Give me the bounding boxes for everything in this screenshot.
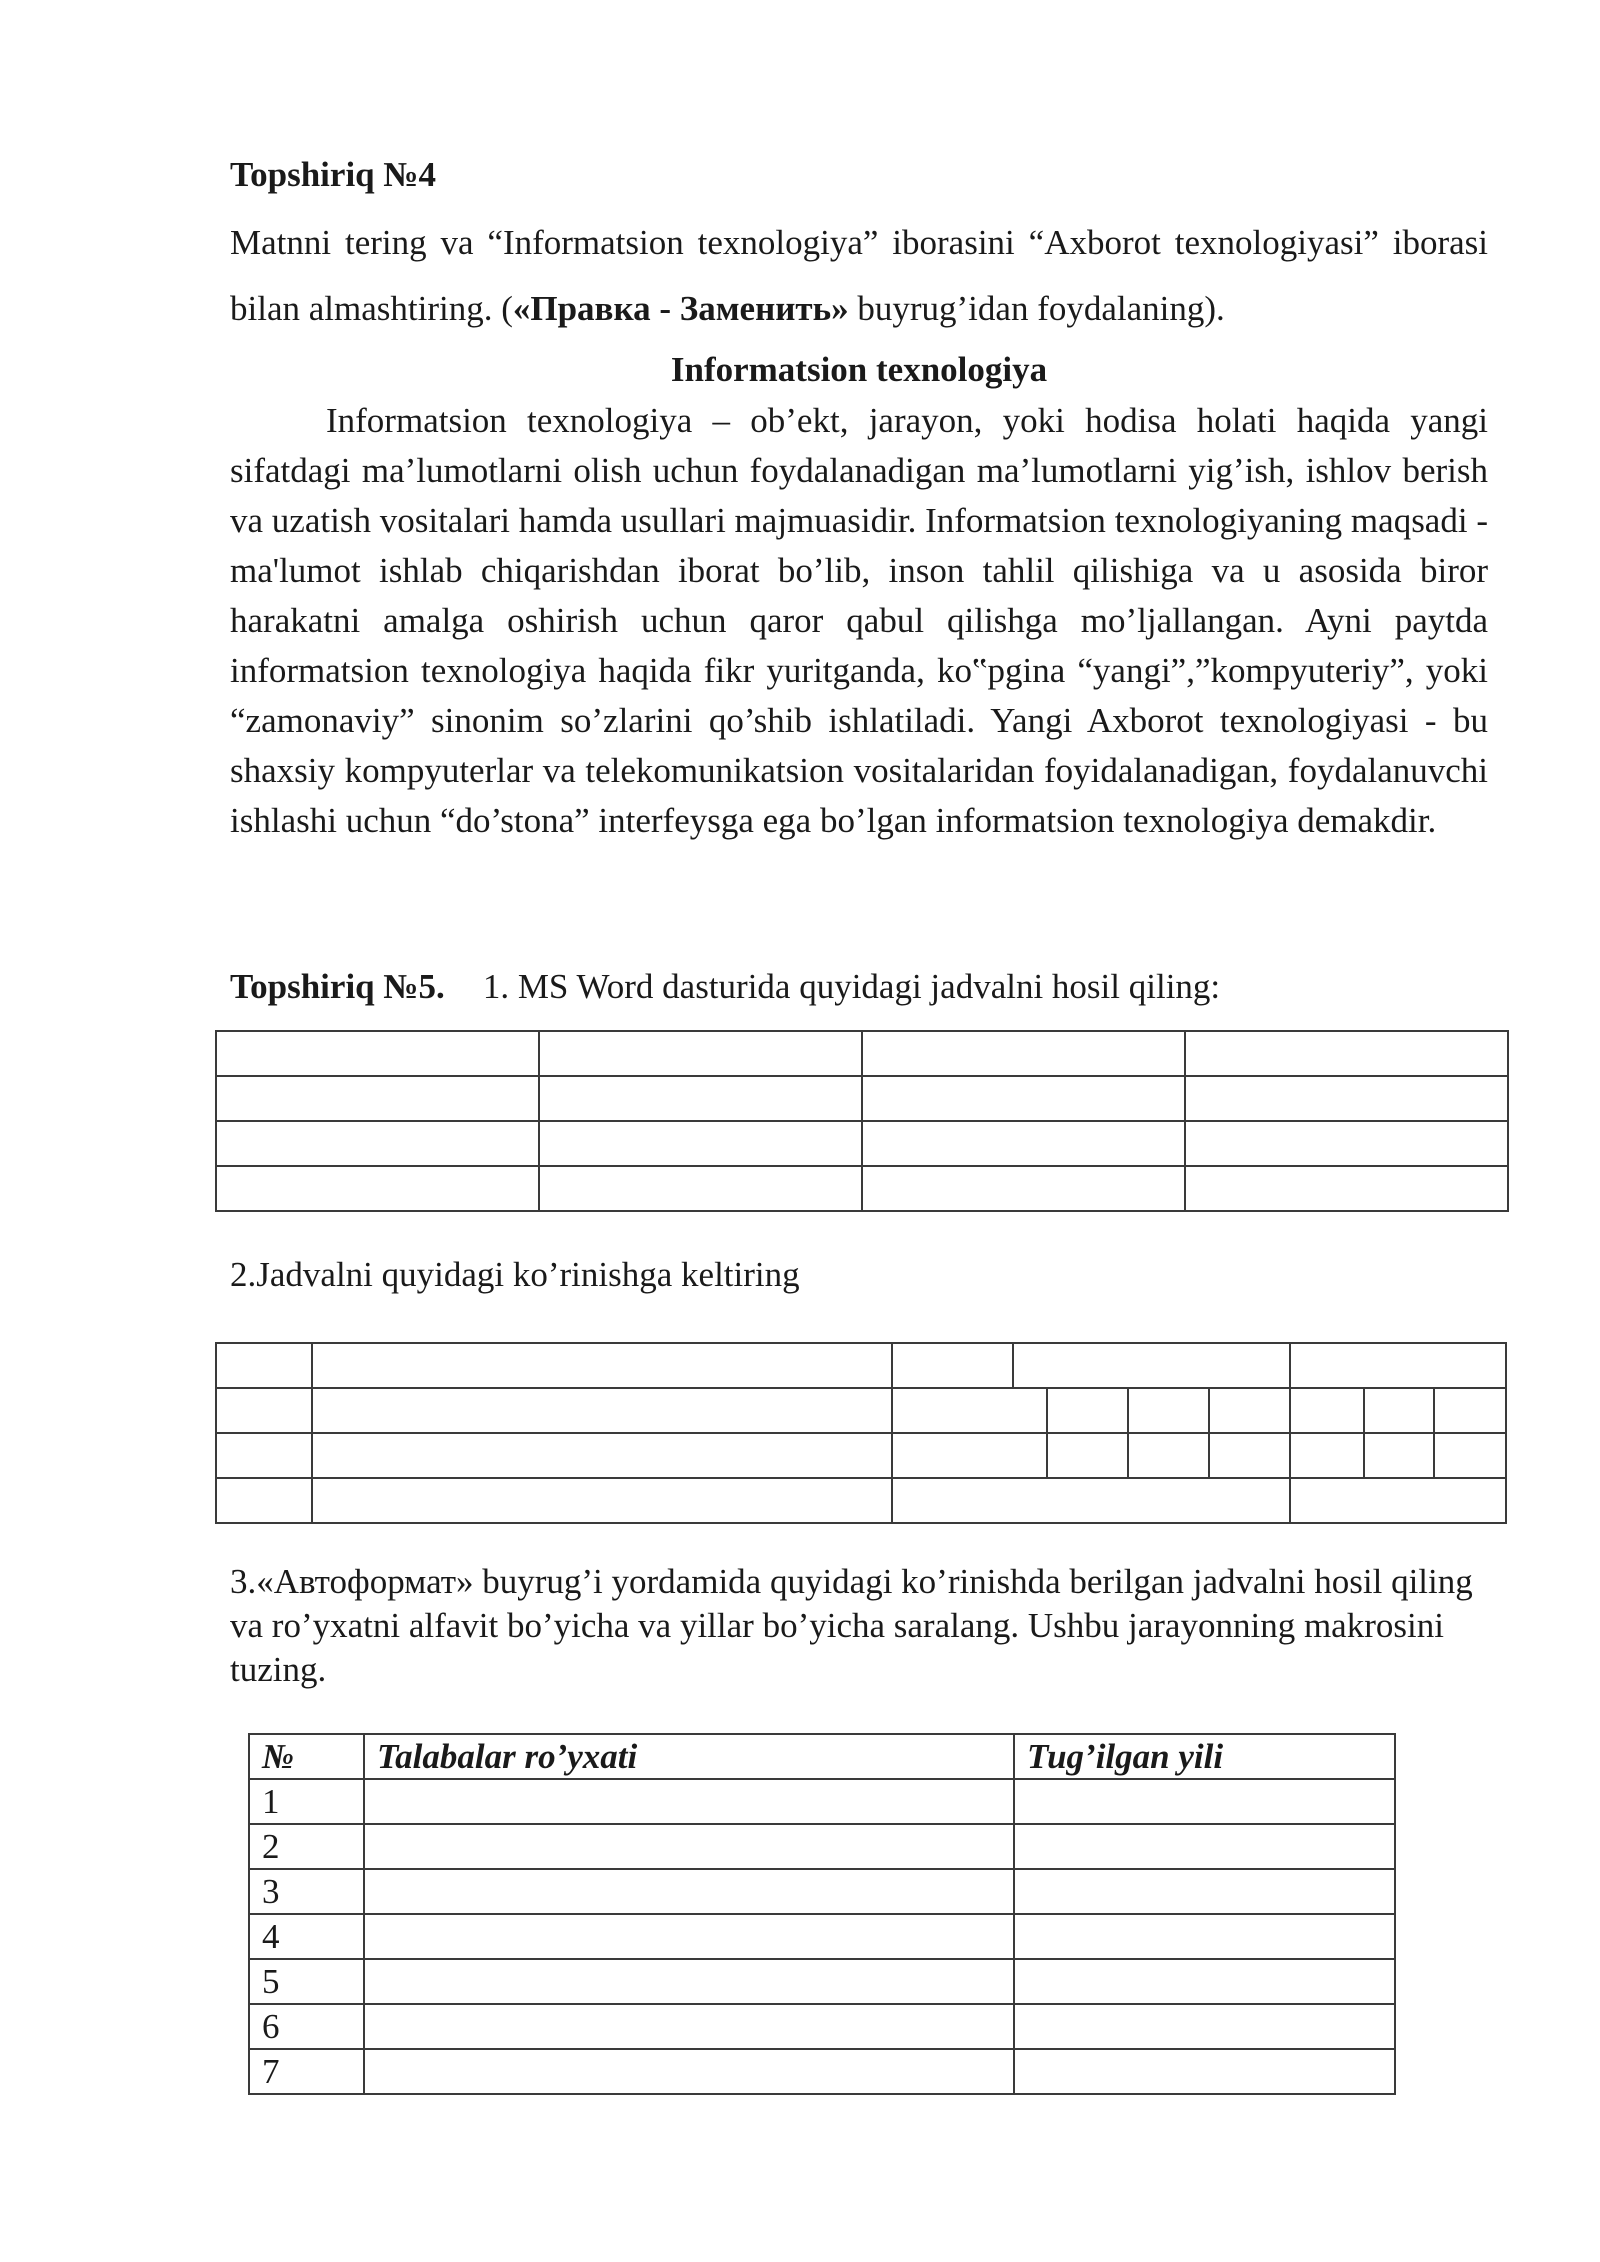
task5-step1: 1. MS Word dasturida quyidagi jadvalni hosil qiling: — [482, 967, 1221, 1006]
table2-cell — [1364, 1388, 1435, 1433]
table2-cell — [1209, 1388, 1290, 1433]
table1-cell — [1185, 1076, 1508, 1121]
task5-heading-line — [230, 962, 1220, 1012]
table2-cell — [1434, 1388, 1506, 1433]
table-row — [249, 1869, 1395, 1914]
task4-instruction-text-1: Matnni tering va “Informatsion texnologiya” iborasini “Axborot texnologiyasi” iborasi bilan almashtiring. ( — [230, 223, 1488, 328]
table1-cell — [539, 1166, 862, 1211]
task5-step2: 2.Jadvalni quyidagi ko’rinishga keltiring — [230, 1255, 800, 1294]
student-name-cell — [364, 2004, 1014, 2049]
table1-cell — [216, 1076, 539, 1121]
task5-step3: 3.«Автоформат» buyrug’i yordamida quyidagi ko’rinishda berilgan jadvalni hosil qiling va ro’yxatni alfavit bo’yicha va yillar bo’yicha saralang. Ushbu jarayonning makrosini tuzing. — [230, 1562, 1473, 1689]
header-birth-year: Tug’ilgan yili — [1014, 1734, 1395, 1779]
table2-cell — [1290, 1478, 1506, 1523]
task4-instruction-text-2: buyrug’idan foydalaning). — [848, 289, 1225, 328]
student-name-cell — [364, 2049, 1014, 2094]
table2-cell — [312, 1388, 892, 1433]
task4-instruction-command: «Правка - Заменить» — [512, 289, 849, 328]
birth-year-cell — [1014, 1779, 1395, 1824]
student-name-cell — [364, 1824, 1014, 1869]
row-number: 5 — [249, 1959, 364, 2004]
row-number: 2 — [249, 1824, 364, 1869]
table-row — [249, 2004, 1395, 2049]
table2-cell — [216, 1388, 312, 1433]
table2-cell — [892, 1478, 1290, 1523]
grid-table-1 — [215, 1030, 1509, 1212]
table2-cell — [1209, 1433, 1290, 1478]
table2-cell — [1364, 1433, 1435, 1478]
students-table — [248, 1733, 1396, 2095]
table2-cell — [312, 1433, 892, 1478]
table1-cell — [862, 1121, 1185, 1166]
students-table-header-row — [249, 1734, 1395, 1779]
row-number: 4 — [249, 1914, 364, 1959]
student-name-cell — [364, 1779, 1014, 1824]
table2-cell — [216, 1478, 312, 1523]
table1-cell — [216, 1166, 539, 1211]
birth-year-cell — [1014, 2004, 1395, 2049]
task4-heading: Informatsion texnologiya — [670, 350, 1048, 389]
row-number: 3 — [249, 1869, 364, 1914]
table1-cell — [539, 1121, 862, 1166]
header-number: № — [249, 1734, 364, 1779]
table1-cell — [539, 1031, 862, 1076]
student-name-cell — [364, 1869, 1014, 1914]
table-row — [249, 1959, 1395, 2004]
birth-year-cell — [1014, 1959, 1395, 2004]
table1-cell — [216, 1121, 539, 1166]
table-row — [249, 2049, 1395, 2094]
table2-cell — [1128, 1433, 1209, 1478]
table2-cell — [312, 1478, 892, 1523]
table1-cell — [862, 1076, 1185, 1121]
table2-cell — [1290, 1388, 1364, 1433]
table2-cell — [892, 1343, 1013, 1388]
table1-cell — [862, 1031, 1185, 1076]
task4-instruction — [230, 210, 1488, 342]
table2-cell — [1047, 1388, 1128, 1433]
table1-cell — [862, 1166, 1185, 1211]
table2-cell — [1047, 1433, 1128, 1478]
student-name-cell — [364, 1914, 1014, 1959]
table2-cell — [1013, 1343, 1290, 1388]
table2-cell — [892, 1388, 1047, 1433]
table2-cell — [892, 1433, 1047, 1478]
table1-cell — [539, 1076, 862, 1121]
table2-cell — [1128, 1388, 1209, 1433]
table2-cell — [1290, 1433, 1364, 1478]
birth-year-cell — [1014, 1914, 1395, 1959]
header-student-list: Talabalar ro’yxati — [364, 1734, 1014, 1779]
table2-cell — [1290, 1343, 1506, 1388]
task5-title: Topshiriq №5. — [230, 967, 445, 1006]
table1-cell — [1185, 1031, 1508, 1076]
task4-title: Topshiriq №4 — [230, 155, 437, 194]
table1-cell — [1185, 1166, 1508, 1211]
table-row — [249, 1824, 1395, 1869]
task4-body: Informatsion texnologiya – ob’ekt, jarayon, yoki hodisa holati haqida yangi sifatdagi ma’lumotlarni olish uchun foydalanadigan ma’lumotlarni yig’ish, ishlov berish va uzatish vositalari hamda usullari majmuasidir. Informatsion texnologiyaning maqsadi - ma'lumot ishlab chiqarishdan iborat bo’lib, inson tahlil qilishiga va u asosida biror harakatni amalga oshirish uchun qaror qabul qilishga mo’ljallangan. Ayni paytda informatsion texnologiya haqida fikr yuritganda, ko‟pgina “yangi”,”kompyuteriy”, yoki “zamonaviy” sinonim so’zlarini qo’shib ishlatiladi. Yangi Axborot texnologiyasi - bu shaxsiy kompyuterlar va telekomunikatsion vositalaridan foyidalanadigan, foydalanuvchi ishlashi uchun “do’stona” interfeysga ega bo’lgan informatsion texnologiya demakdir. — [230, 401, 1488, 840]
table2-cell — [312, 1343, 892, 1388]
row-number: 7 — [249, 2049, 364, 2094]
table-row — [249, 1914, 1395, 1959]
birth-year-cell — [1014, 1869, 1395, 1914]
row-number: 6 — [249, 2004, 364, 2049]
table2-cell — [1434, 1433, 1506, 1478]
birth-year-cell — [1014, 2049, 1395, 2094]
student-name-cell — [364, 1959, 1014, 2004]
table2-cell — [216, 1433, 312, 1478]
row-number: 1 — [249, 1779, 364, 1824]
birth-year-cell — [1014, 1824, 1395, 1869]
table-row — [249, 1779, 1395, 1824]
grid-table-2 — [215, 1342, 1507, 1524]
table2-cell — [216, 1343, 312, 1388]
table1-cell — [216, 1031, 539, 1076]
table1-cell — [1185, 1121, 1508, 1166]
